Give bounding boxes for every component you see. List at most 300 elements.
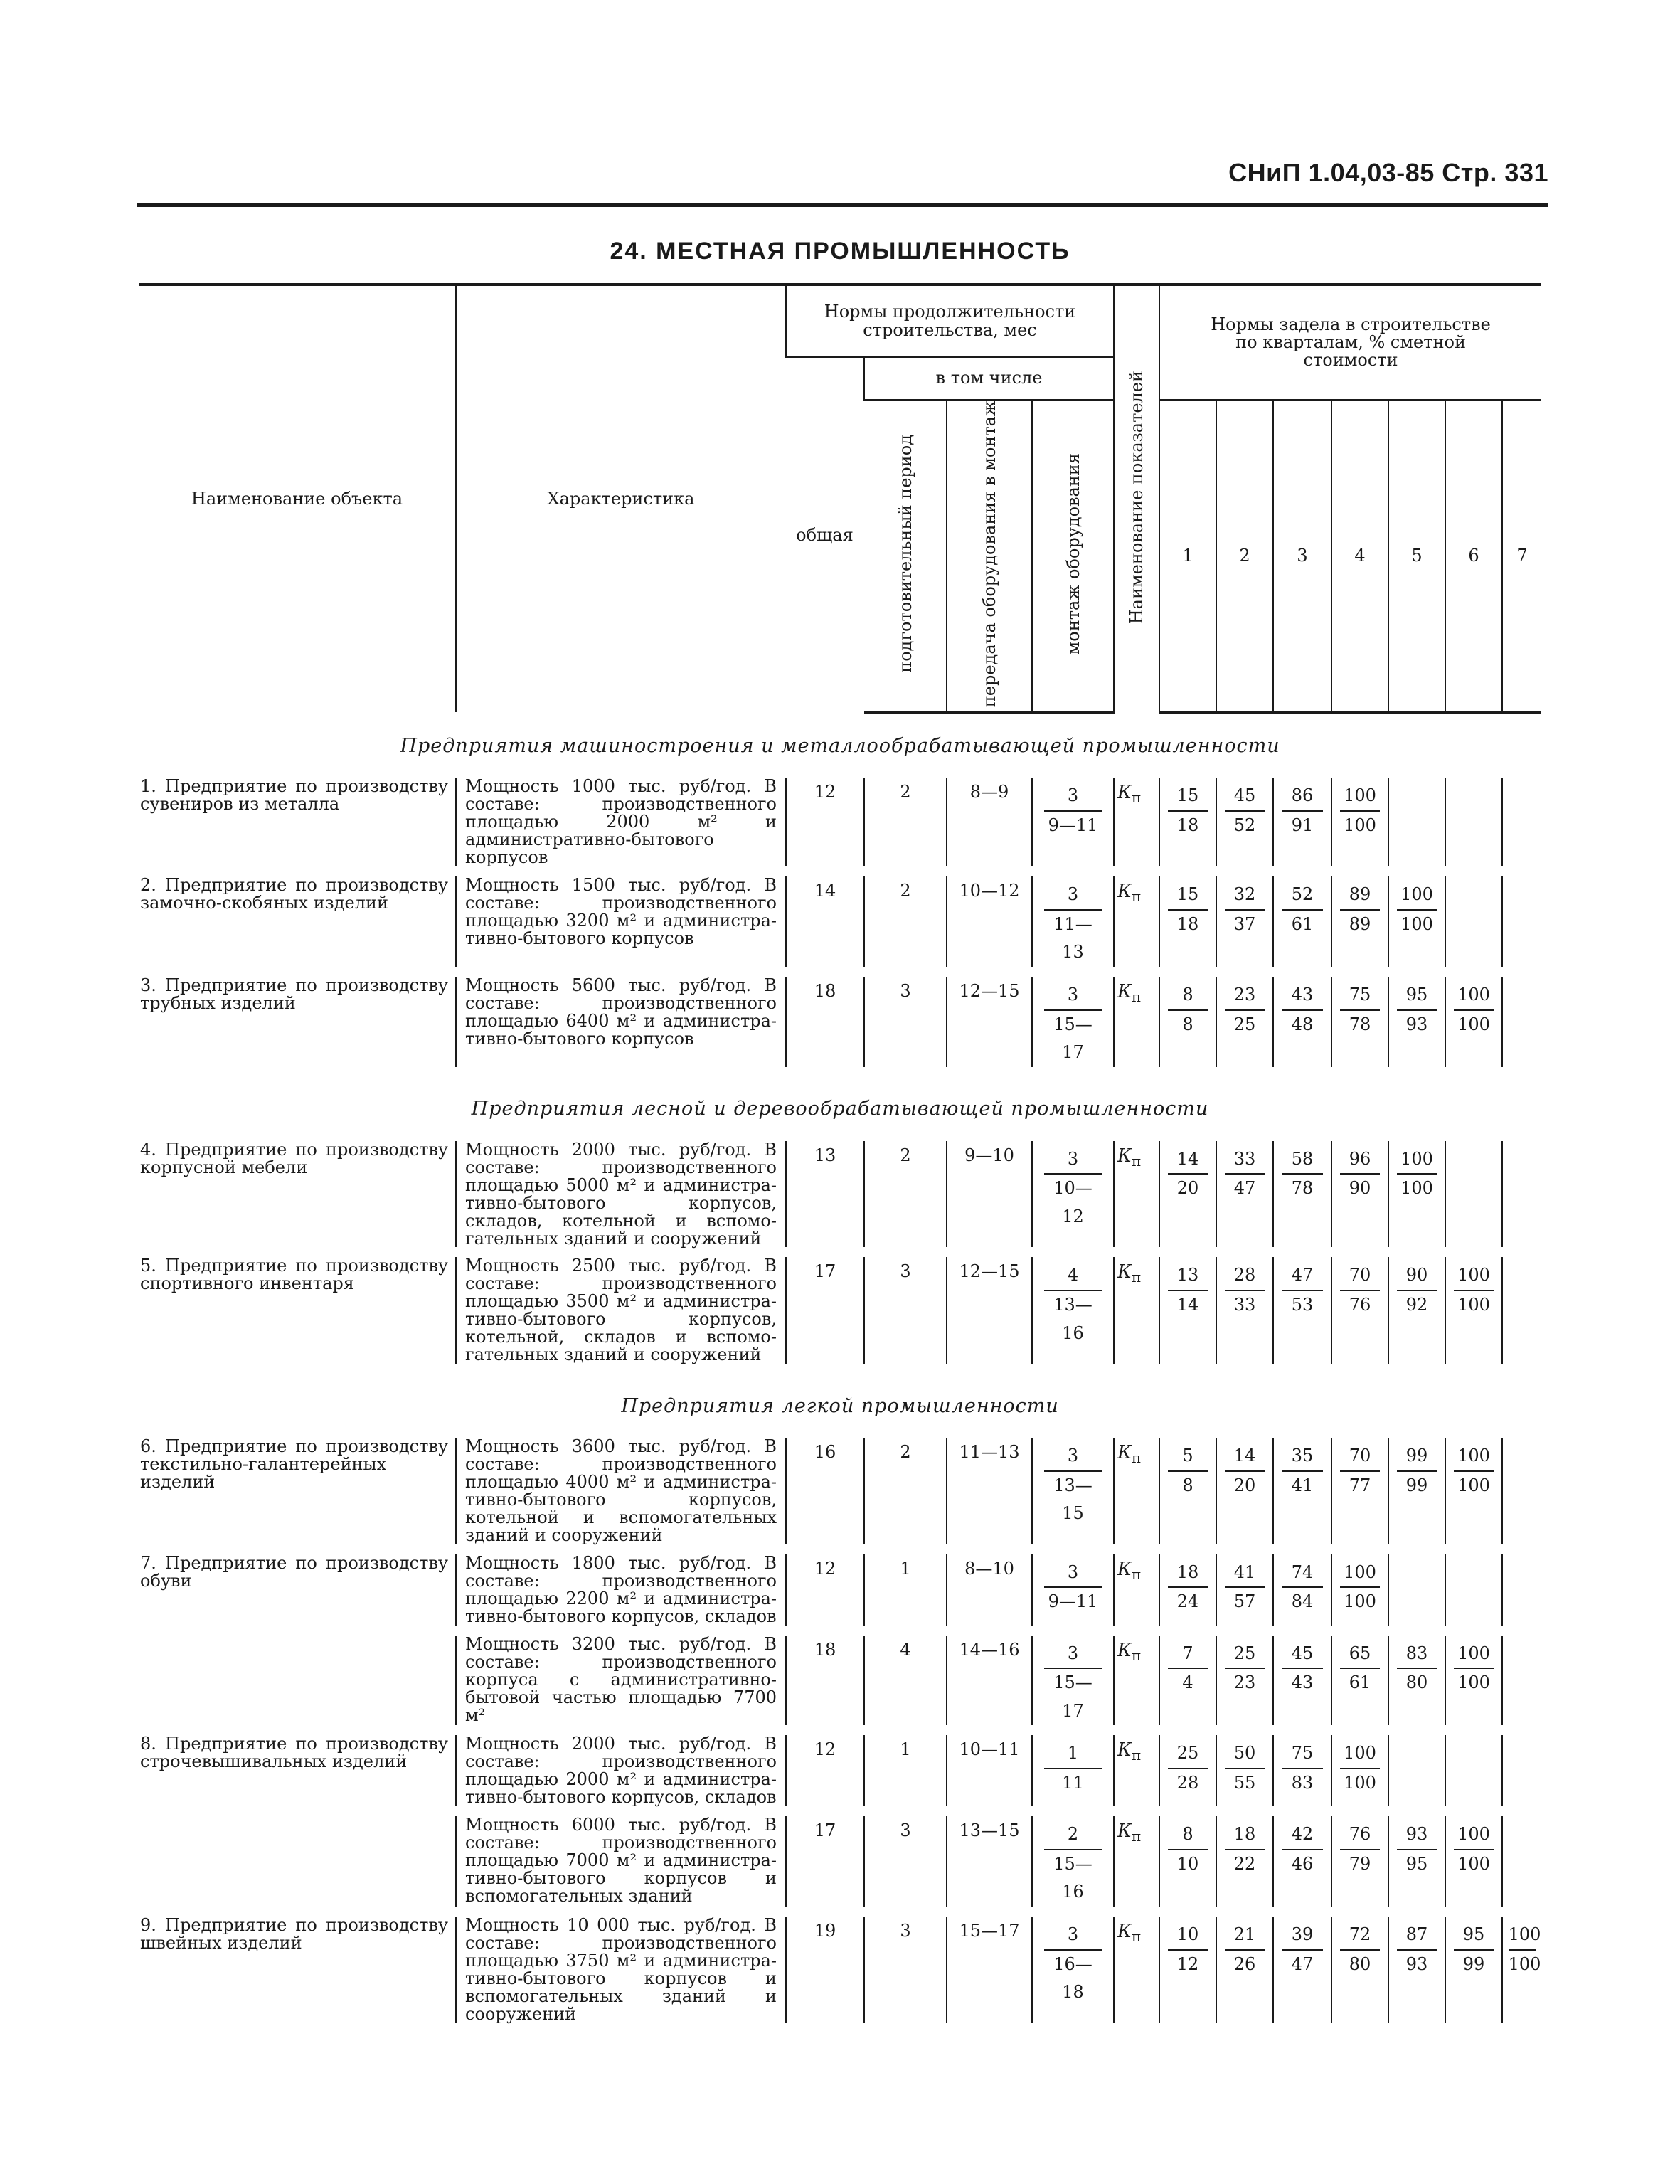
spacer-cell xyxy=(1114,1907,1159,1917)
quarter-fraction xyxy=(1282,1820,1323,1878)
quarter-6-cell xyxy=(1445,1917,1502,2023)
quarter-fraction xyxy=(1225,1739,1265,1797)
quarter-fraction xyxy=(1454,981,1494,1039)
indicator-kp xyxy=(1115,1816,1159,1845)
quarter-5-cell xyxy=(1388,876,1445,967)
quarter-5-cell xyxy=(1388,1636,1445,1726)
install-fraction xyxy=(1044,782,1102,839)
spacer-cell xyxy=(947,1247,1032,1257)
quarter-fraction xyxy=(1168,1261,1208,1319)
quarter-numerator: 52 xyxy=(1282,881,1323,911)
spacer-cell xyxy=(1445,1544,1502,1554)
spacer-cell xyxy=(1502,967,1541,977)
spacer-cell xyxy=(1216,1725,1273,1735)
spacer-cell xyxy=(1032,1907,1114,1917)
quarter-7-cell xyxy=(1502,977,1541,1067)
quarter-numerator: 45 xyxy=(1282,1640,1323,1670)
quarter-numerator: 50 xyxy=(1225,1739,1265,1769)
object-characteristic: Мощность 2500 тыс. руб/год. В составе: производственного площадью 3500 м² и административно-бытового корпусов, котельной, складов и вспомогательных зданий и сооружений xyxy=(456,1257,786,1364)
table-row xyxy=(139,1141,1541,1248)
duration-transfer-value: 9—10 xyxy=(964,1145,1014,1165)
install-numerator: 2 xyxy=(1044,1820,1102,1850)
spacer-cell xyxy=(1032,1067,1114,1077)
indicator-kp xyxy=(1115,778,1159,806)
install-denominator: 9—11 xyxy=(1048,1591,1098,1612)
spacer-cell xyxy=(1445,1067,1502,1077)
object-name: 6. Предприятие по производству текстильно-галантерейных изделий xyxy=(140,1436,448,1493)
spacer-cell xyxy=(1273,1907,1331,1917)
header-rule xyxy=(137,203,1548,207)
category-title: Предприятия лесной и деревообрабатывающей промышленности xyxy=(471,1098,1209,1120)
spacer-cell xyxy=(1331,967,1388,977)
spacer-cell xyxy=(1114,1364,1159,1374)
install-denominator: 11 xyxy=(1062,1773,1084,1793)
quarter-denominator: 100 xyxy=(1344,1773,1376,1793)
quarter-numerator: 47 xyxy=(1282,1261,1323,1291)
indicator-subscript: п xyxy=(1132,789,1142,807)
spacer-cell xyxy=(1114,1067,1159,1077)
quarter-4-cell xyxy=(1331,1141,1388,1248)
spacer-cell xyxy=(139,2023,786,2033)
install-fraction xyxy=(1044,1442,1102,1528)
spacer-cell xyxy=(1445,1626,1502,1636)
spacer-cell xyxy=(1273,1806,1331,1816)
quarter-3-cell xyxy=(1273,1554,1331,1626)
quarter-2-cell xyxy=(1216,1257,1273,1364)
indicator-subscript: п xyxy=(1132,988,1142,1006)
spacer-cell xyxy=(1331,1907,1388,1917)
quarter-4-cell xyxy=(1331,1816,1388,1907)
quarter-denominator: 100 xyxy=(1457,1673,1490,1693)
duration-prep xyxy=(864,1636,947,1726)
duration-transfer-value: 14—16 xyxy=(959,1639,1020,1660)
install-fraction xyxy=(1044,1820,1102,1907)
indicator-cell xyxy=(1114,1636,1159,1726)
quarter-denominator: 37 xyxy=(1233,913,1256,934)
install-denominator: 13—15 xyxy=(1053,1475,1092,1524)
spacer-cell xyxy=(1273,967,1331,977)
spacer-cell xyxy=(864,1626,947,1636)
spacer-cell xyxy=(1114,2023,1159,2033)
quarter-numerator: 13 xyxy=(1168,1261,1208,1291)
spacer-cell xyxy=(864,1247,947,1257)
duration-prep-value: 2 xyxy=(900,1145,911,1165)
duration-prep xyxy=(864,977,947,1067)
quarter-fraction xyxy=(1282,782,1323,839)
duration-transfer-value: 10—12 xyxy=(959,881,1020,901)
duration-transfer-value: 13—15 xyxy=(959,1820,1020,1841)
quarter-denominator: 100 xyxy=(1457,1295,1490,1315)
category-title: Предприятия легкой промышленности xyxy=(621,1394,1059,1417)
quarter-fraction xyxy=(1282,1442,1323,1500)
install-fraction xyxy=(1044,1739,1102,1797)
quarter-fraction xyxy=(1397,1261,1437,1319)
quarter-2-cell xyxy=(1216,1636,1273,1726)
quarter-fraction xyxy=(1225,881,1265,938)
spacer-cell xyxy=(1114,1806,1159,1816)
quarter-numerator: 100 xyxy=(1454,1820,1494,1850)
header-quarter-7: 7 xyxy=(1502,400,1541,712)
quarter-denominator: 92 xyxy=(1405,1295,1428,1315)
quarter-fraction xyxy=(1340,1145,1380,1203)
quarter-7-cell xyxy=(1502,1438,1541,1544)
indicator-kp xyxy=(1115,1257,1159,1286)
spacer-cell xyxy=(1388,1626,1445,1636)
spacer-cell xyxy=(1445,1364,1502,1374)
spacer-cell xyxy=(1216,1806,1273,1816)
duration-prep-value: 4 xyxy=(900,1639,911,1660)
quarter-7-cell xyxy=(1502,876,1541,967)
header-backlog: Нормы задела в строительстве по кварталам, % сметной стоимости xyxy=(1159,285,1541,400)
spacer-cell xyxy=(1502,1544,1541,1554)
quarter-6-cell xyxy=(1445,778,1502,866)
quarter-denominator: 14 xyxy=(1176,1295,1199,1315)
quarter-6-cell xyxy=(1445,1257,1502,1364)
quarter-numerator: 35 xyxy=(1282,1442,1323,1472)
indicator-kp xyxy=(1115,1917,1159,1945)
duration-prep xyxy=(864,1438,947,1544)
quarter-numerator: 90 xyxy=(1397,1261,1437,1291)
install-numerator: 1 xyxy=(1044,1739,1102,1769)
indicator-letter: К xyxy=(1117,1921,1132,1943)
quarter-numerator: 14 xyxy=(1225,1442,1265,1472)
quarter-5-cell xyxy=(1388,1141,1445,1248)
spacer-cell xyxy=(1273,1067,1331,1077)
duration-transfer xyxy=(947,1438,1032,1544)
quarter-1-cell xyxy=(1159,977,1216,1067)
quarter-denominator: 100 xyxy=(1344,1591,1376,1612)
header-quarter-1: 1 xyxy=(1159,400,1216,712)
install-numerator: 3 xyxy=(1044,881,1102,911)
spacer-cell xyxy=(786,1725,864,1735)
spacer-cell xyxy=(1114,967,1159,977)
quarter-3-cell xyxy=(1273,876,1331,967)
spacer-cell xyxy=(1216,1067,1273,1077)
quarter-numerator: 25 xyxy=(1225,1640,1265,1670)
indicator-letter: К xyxy=(1117,1442,1132,1464)
duration-prep-value: 3 xyxy=(900,1820,911,1841)
table-body xyxy=(139,712,1541,2032)
quarter-numerator: 100 xyxy=(1454,1261,1494,1291)
quarter-4-cell xyxy=(1331,1554,1388,1626)
page-header: СНиП 1.04,03-85 Стр. 331 xyxy=(1228,158,1548,187)
row-spacer xyxy=(139,1806,1541,1816)
row-spacer xyxy=(139,1626,1541,1636)
quarter-fraction xyxy=(1454,1261,1494,1319)
spacer-cell xyxy=(786,1067,864,1077)
quarter-denominator: 20 xyxy=(1233,1475,1256,1495)
spacer-cell xyxy=(947,1067,1032,1077)
spacer-cell xyxy=(1273,1725,1331,1735)
spacer-cell xyxy=(1273,1364,1331,1374)
duration-transfer xyxy=(947,977,1032,1067)
object-characteristic: Мощность 1000 тыс. руб/год. В составе: производственного площадью 2000 м² и административно-бытового корпусов xyxy=(456,778,786,866)
spacer-cell xyxy=(1159,1247,1216,1257)
duration-prep xyxy=(864,778,947,866)
duration-transfer xyxy=(947,1554,1032,1626)
spacer-cell xyxy=(947,1907,1032,1917)
spacer-cell xyxy=(1445,1806,1502,1816)
quarter-fraction xyxy=(1225,1640,1265,1697)
quarter-3-cell xyxy=(1273,1917,1331,2023)
quarter-denominator: 100 xyxy=(1508,1954,1541,1974)
quarter-fraction xyxy=(1454,1921,1494,1978)
indicator-letter: К xyxy=(1117,782,1132,804)
quarter-fraction xyxy=(1397,1640,1437,1697)
spacer-cell xyxy=(1502,866,1541,876)
spacer-cell xyxy=(1273,1544,1331,1554)
category-title: Предприятия машиностроения и металлообрабатывающей промышленности xyxy=(400,734,1280,757)
duration-prep xyxy=(864,1257,947,1364)
quarter-denominator: 10 xyxy=(1176,1853,1199,1874)
quarter-5-cell xyxy=(1388,1438,1445,1544)
header-prep: подготовительный период xyxy=(864,400,947,712)
quarter-denominator: 93 xyxy=(1405,1014,1428,1034)
quarter-fraction xyxy=(1168,1921,1208,1978)
indicator-subscript: п xyxy=(1132,888,1142,906)
indicator-kp xyxy=(1115,1636,1159,1664)
quarter-denominator: 91 xyxy=(1291,815,1314,835)
quarter-fraction xyxy=(1454,1640,1494,1697)
quarter-numerator: 41 xyxy=(1225,1559,1265,1589)
duration-prep xyxy=(864,876,947,967)
quarter-fraction xyxy=(1397,1820,1437,1878)
quarter-numerator: 74 xyxy=(1282,1559,1323,1589)
spacer-cell xyxy=(864,967,947,977)
duration-transfer xyxy=(947,1141,1032,1248)
quarter-5-cell xyxy=(1388,1917,1445,2023)
quarter-fraction xyxy=(1168,1559,1208,1616)
quarter-1-cell xyxy=(1159,778,1216,866)
duration-total xyxy=(786,876,864,967)
quarter-fraction xyxy=(1168,1820,1208,1878)
quarter-numerator: 95 xyxy=(1454,1921,1494,1951)
indicator-letter: К xyxy=(1117,980,1132,1002)
quarter-denominator: 78 xyxy=(1291,1178,1314,1199)
indicator-letter: К xyxy=(1117,1739,1132,1761)
install-fraction xyxy=(1044,981,1102,1067)
table-row xyxy=(139,1917,1541,2023)
duration-prep-value: 1 xyxy=(900,1558,911,1579)
object-characteristic: Мощность 6000 тыс. руб/год. В составе: производственного площадью 7000 м² и административно-бытового корпусов и вспомогательных зданий xyxy=(456,1816,786,1907)
quarter-fraction xyxy=(1225,1820,1265,1878)
spacer-cell xyxy=(864,1725,947,1735)
spacer-cell xyxy=(1445,1907,1502,1917)
duration-install xyxy=(1032,1257,1114,1364)
install-numerator: 3 xyxy=(1044,1442,1102,1472)
quarter-denominator: 55 xyxy=(1233,1773,1256,1793)
install-fraction xyxy=(1044,1640,1102,1726)
quarter-fraction xyxy=(1282,1640,1323,1697)
duration-total-value: 12 xyxy=(814,782,836,802)
spacer-cell xyxy=(1502,1247,1541,1257)
duration-install xyxy=(1032,1438,1114,1544)
install-fraction xyxy=(1044,1559,1102,1616)
header-quarter-3: 3 xyxy=(1273,400,1331,712)
spacer-cell xyxy=(1216,1247,1273,1257)
quarter-2-cell xyxy=(1216,778,1273,866)
object-name: 8. Предприятие по производству строчевышивальных изделий xyxy=(140,1734,448,1772)
quarter-numerator: 100 xyxy=(1397,1145,1437,1175)
quarter-numerator: 75 xyxy=(1340,981,1380,1011)
indicator-cell xyxy=(1114,1257,1159,1364)
row-spacer xyxy=(139,2023,1541,2033)
quarter-fraction xyxy=(1454,1442,1494,1500)
quarter-1-cell xyxy=(1159,1257,1216,1364)
spacer-cell xyxy=(1216,1544,1273,1554)
spacer-cell xyxy=(1216,1626,1273,1636)
spacer-cell xyxy=(947,1544,1032,1554)
quarter-7-cell xyxy=(1502,778,1541,866)
duration-prep-value: 3 xyxy=(900,980,911,1001)
object-name: 9. Предприятие по производству швейных изделий xyxy=(140,1915,448,1954)
quarter-numerator: 100 xyxy=(1340,1739,1380,1769)
quarter-denominator: 24 xyxy=(1176,1591,1199,1612)
spacer-cell xyxy=(1032,2023,1114,2033)
quarter-6-cell xyxy=(1445,977,1502,1067)
quarter-fraction xyxy=(1340,1739,1380,1797)
quarter-5-cell xyxy=(1388,778,1445,866)
spacer-cell xyxy=(1114,1626,1159,1636)
spacer-cell xyxy=(864,1544,947,1554)
quarter-denominator: 25 xyxy=(1233,1014,1256,1034)
quarter-denominator: 22 xyxy=(1233,1853,1256,1874)
duration-total-value: 18 xyxy=(814,1639,836,1660)
spacer-cell xyxy=(1388,967,1445,977)
duration-transfer-value: 11—13 xyxy=(959,1442,1020,1463)
quarter-numerator: 100 xyxy=(1340,782,1380,812)
quarter-fraction xyxy=(1397,981,1437,1039)
quarter-denominator: 41 xyxy=(1291,1475,1314,1495)
quarter-denominator: 28 xyxy=(1176,1773,1199,1793)
spacer-cell xyxy=(1388,1247,1445,1257)
duration-transfer-value: 15—17 xyxy=(959,1921,1020,1941)
spacer-cell xyxy=(1032,1544,1114,1554)
indicator-subscript: п xyxy=(1132,1152,1142,1170)
quarter-6-cell xyxy=(1445,1554,1502,1626)
quarter-3-cell xyxy=(1273,778,1331,866)
duration-prep-value: 2 xyxy=(900,881,911,901)
install-fraction xyxy=(1044,1145,1102,1231)
quarter-fraction xyxy=(1225,1261,1265,1319)
table-row xyxy=(139,876,1541,967)
duration-transfer-value: 8—10 xyxy=(964,1558,1014,1579)
indicator-letter: К xyxy=(1117,1558,1132,1580)
quarter-fraction xyxy=(1225,1559,1265,1616)
spacer-cell xyxy=(1331,1806,1388,1816)
spacer-cell xyxy=(1273,1626,1331,1636)
header-transfer: передача оборудования в монтаж xyxy=(947,400,1032,712)
spacer-cell xyxy=(1331,1364,1388,1374)
quarter-5-cell xyxy=(1388,1257,1445,1364)
indicator-subscript: п xyxy=(1132,1746,1142,1764)
install-numerator: 3 xyxy=(1044,1559,1102,1589)
spacer-cell xyxy=(786,2023,864,2033)
object-name xyxy=(139,1636,456,1726)
quarter-5-cell xyxy=(1388,977,1445,1067)
quarter-denominator: 95 xyxy=(1405,1853,1428,1874)
quarter-numerator: 18 xyxy=(1168,1559,1208,1589)
quarter-numerator: 70 xyxy=(1340,1442,1380,1472)
quarter-denominator: 84 xyxy=(1291,1591,1314,1612)
quarter-numerator: 45 xyxy=(1225,782,1265,812)
spacer-cell xyxy=(947,967,1032,977)
duration-transfer xyxy=(947,778,1032,866)
quarter-denominator: 90 xyxy=(1349,1178,1371,1199)
duration-total-value: 19 xyxy=(814,1921,836,1941)
quarter-4-cell xyxy=(1331,1257,1388,1364)
quarter-denominator: 76 xyxy=(1349,1295,1371,1315)
indicator-kp xyxy=(1115,1554,1159,1583)
spacer-cell xyxy=(1445,2023,1502,2033)
object-characteristic: Мощность 5600 тыс. руб/год. В составе: производственного площадью 6400 м² и административно-бытового корпусов xyxy=(456,977,786,1067)
duration-total xyxy=(786,1554,864,1626)
quarter-denominator: 18 xyxy=(1176,815,1199,835)
quarter-7-cell xyxy=(1502,1636,1541,1726)
quarter-fraction xyxy=(1168,1640,1208,1697)
indicator-cell xyxy=(1114,1917,1159,2023)
quarter-denominator: 100 xyxy=(1400,913,1433,934)
spacer-cell xyxy=(1388,2023,1445,2033)
header-indicator: Наименование показателей xyxy=(1114,285,1159,712)
quarter-6-cell xyxy=(1445,1141,1502,1248)
install-numerator: 3 xyxy=(1044,1145,1102,1175)
duration-transfer xyxy=(947,1636,1032,1726)
quarter-numerator: 99 xyxy=(1397,1442,1437,1472)
spacer-cell xyxy=(947,2023,1032,2033)
quarter-2-cell xyxy=(1216,1735,1273,1806)
object-name: 2. Предприятие по производству замочно-скобяных изделий xyxy=(140,875,448,913)
duration-install xyxy=(1032,1554,1114,1626)
quarter-denominator: 100 xyxy=(1457,1014,1490,1034)
quarter-denominator: 93 xyxy=(1405,1954,1428,1974)
spacer-cell xyxy=(1159,1626,1216,1636)
quarter-denominator: 12 xyxy=(1176,1954,1199,1974)
duration-prep xyxy=(864,1735,947,1806)
quarter-fraction xyxy=(1225,1921,1265,1978)
spacer-cell xyxy=(1032,1725,1114,1735)
quarter-1-cell xyxy=(1159,1554,1216,1626)
object-characteristic: Мощность 1500 тыс. руб/год. В составе: производственного площадью 3200 м² и административно-бытового корпусов xyxy=(456,876,786,967)
quarter-4-cell xyxy=(1331,1917,1388,2023)
spacer-cell xyxy=(1159,1067,1216,1077)
quarter-numerator: 32 xyxy=(1225,881,1265,911)
quarter-numerator: 39 xyxy=(1282,1921,1323,1951)
quarter-fraction xyxy=(1340,981,1380,1039)
install-denominator: 10—12 xyxy=(1053,1178,1092,1226)
quarter-fraction xyxy=(1340,1921,1380,1978)
duration-install xyxy=(1032,876,1114,967)
quarter-numerator: 43 xyxy=(1282,981,1323,1011)
quarter-numerator: 87 xyxy=(1397,1921,1437,1951)
quarter-denominator: 100 xyxy=(1457,1475,1490,1495)
row-spacer xyxy=(139,1067,1541,1077)
indicator-kp xyxy=(1115,1141,1159,1170)
quarter-fraction xyxy=(1168,782,1208,839)
quarter-numerator: 21 xyxy=(1225,1921,1265,1951)
quarter-numerator: 15 xyxy=(1168,782,1208,812)
spacer-cell xyxy=(1331,866,1388,876)
indicator-subscript: п xyxy=(1132,1646,1142,1664)
category-row xyxy=(139,712,1541,778)
table-row xyxy=(139,778,1541,866)
header-quarter-6: 6 xyxy=(1445,400,1502,712)
header-quarter-5: 5 xyxy=(1388,400,1445,712)
quarter-3-cell xyxy=(1273,1636,1331,1726)
duration-prep-value: 3 xyxy=(900,1921,911,1941)
quarter-numerator: 100 xyxy=(1454,1640,1494,1670)
install-fraction xyxy=(1044,1921,1102,2007)
